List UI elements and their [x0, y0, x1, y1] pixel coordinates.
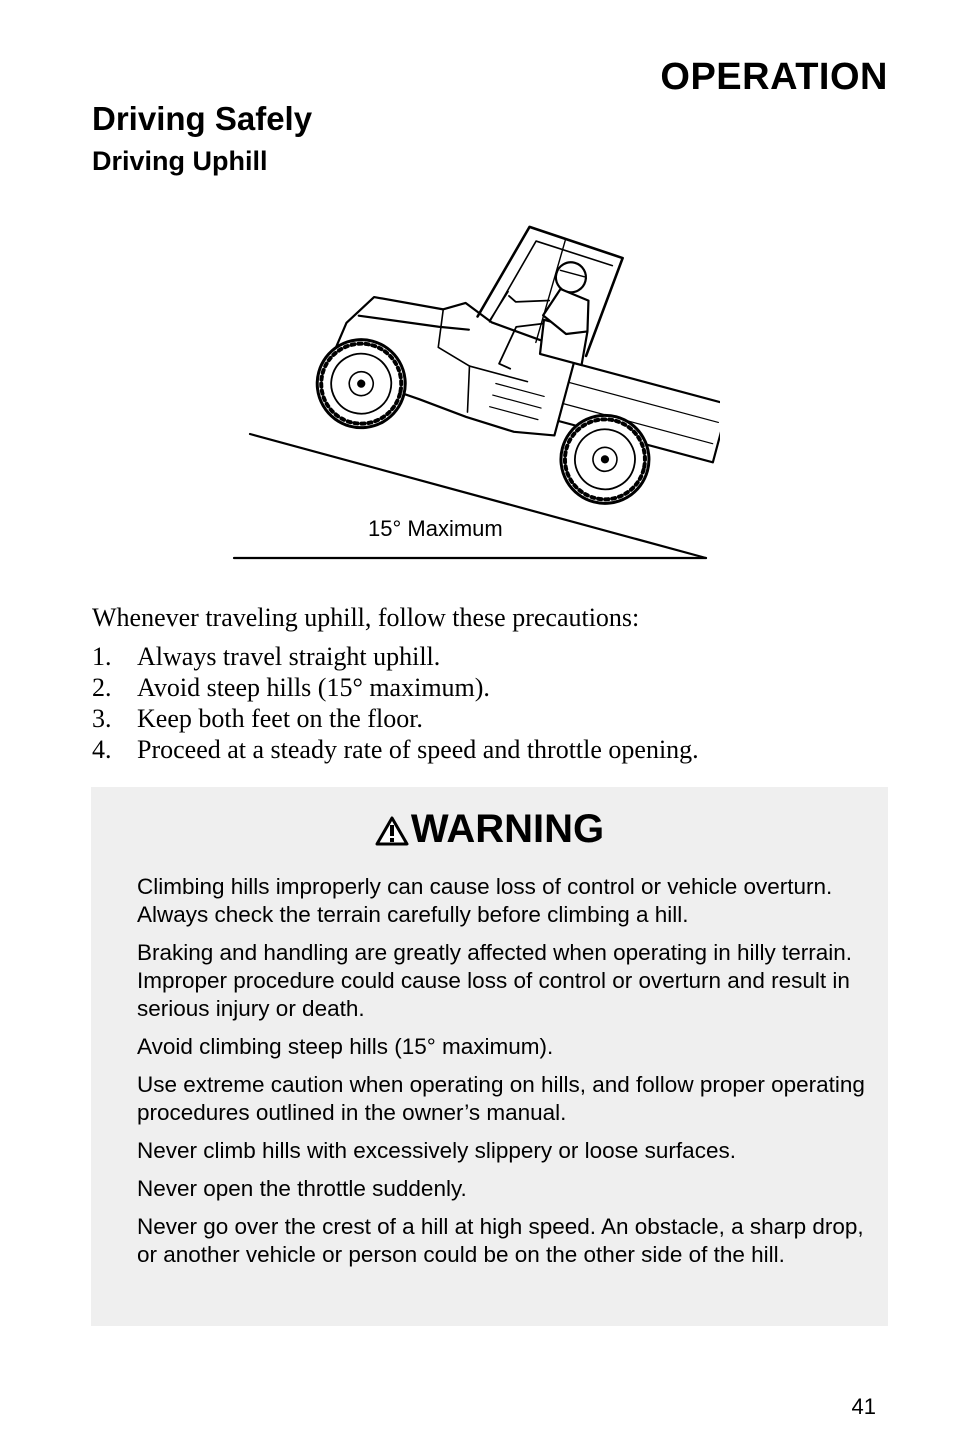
list-item [92, 641, 699, 672]
warning-paragraph: Never climb hills with excessively slippery or loose surfaces. [137, 1138, 736, 1163]
warning-paragraph: Never open the throttle suddenly. [137, 1176, 467, 1201]
utility-vehicle-drawing [305, 218, 720, 529]
warning-box [91, 787, 888, 1326]
uphill-vehicle-illustration [220, 218, 720, 568]
warning-heading [91, 805, 888, 857]
list-item-number: 2. [92, 673, 112, 702]
list-item-text: Keep both feet on the floor. [137, 704, 423, 733]
warning-paragraph: Braking and handling are greatly affected when operating in hilly terrain. Improper procedure could cause loss of control or overturn and result in serious injury or death. [137, 940, 853, 1021]
list-item [92, 703, 699, 734]
precautions-list [92, 641, 699, 765]
warning-paragraph: Never go over the crest of a hill at high speed. An obstacle, a sharp drop, or another vehicle or person could be on the other side of the hill. [137, 1214, 864, 1267]
intro-text: Whenever traveling uphill, follow these precautions: [92, 603, 640, 632]
list-item-number: 4. [92, 735, 112, 764]
warning-paragraph: Climbing hills improperly can cause loss of control or vehicle overturn. Always check the terrain carefully before climbing a hill. [137, 874, 833, 927]
warning-paragraph: Use extreme caution when operating on hills, and follow proper operating procedures outlined in the owner’s manual. [137, 1072, 865, 1125]
list-item [92, 734, 699, 765]
section-title: OPERATION [660, 56, 888, 98]
warning-body [137, 873, 877, 1279]
page-subheading: Driving Uphill [92, 146, 268, 176]
list-item-text: Avoid steep hills (15° maximum). [137, 673, 490, 702]
warning-paragraph: Avoid climbing steep hills (15° maximum). [137, 1034, 554, 1059]
list-item-number: 3. [92, 704, 112, 733]
page-number: 41 [851, 1394, 876, 1419]
page-heading: Driving Safely [92, 100, 313, 137]
list-item [92, 672, 699, 703]
list-item-text: Proceed at a steady rate of speed and throttle opening. [137, 735, 699, 764]
warning-title-text: WARNING [410, 807, 605, 851]
angle-label: 15° Maximum [368, 516, 503, 541]
warning-triangle-icon [375, 809, 409, 857]
list-item-text: Always travel straight uphill. [137, 642, 441, 671]
list-item-number: 1. [92, 642, 112, 671]
